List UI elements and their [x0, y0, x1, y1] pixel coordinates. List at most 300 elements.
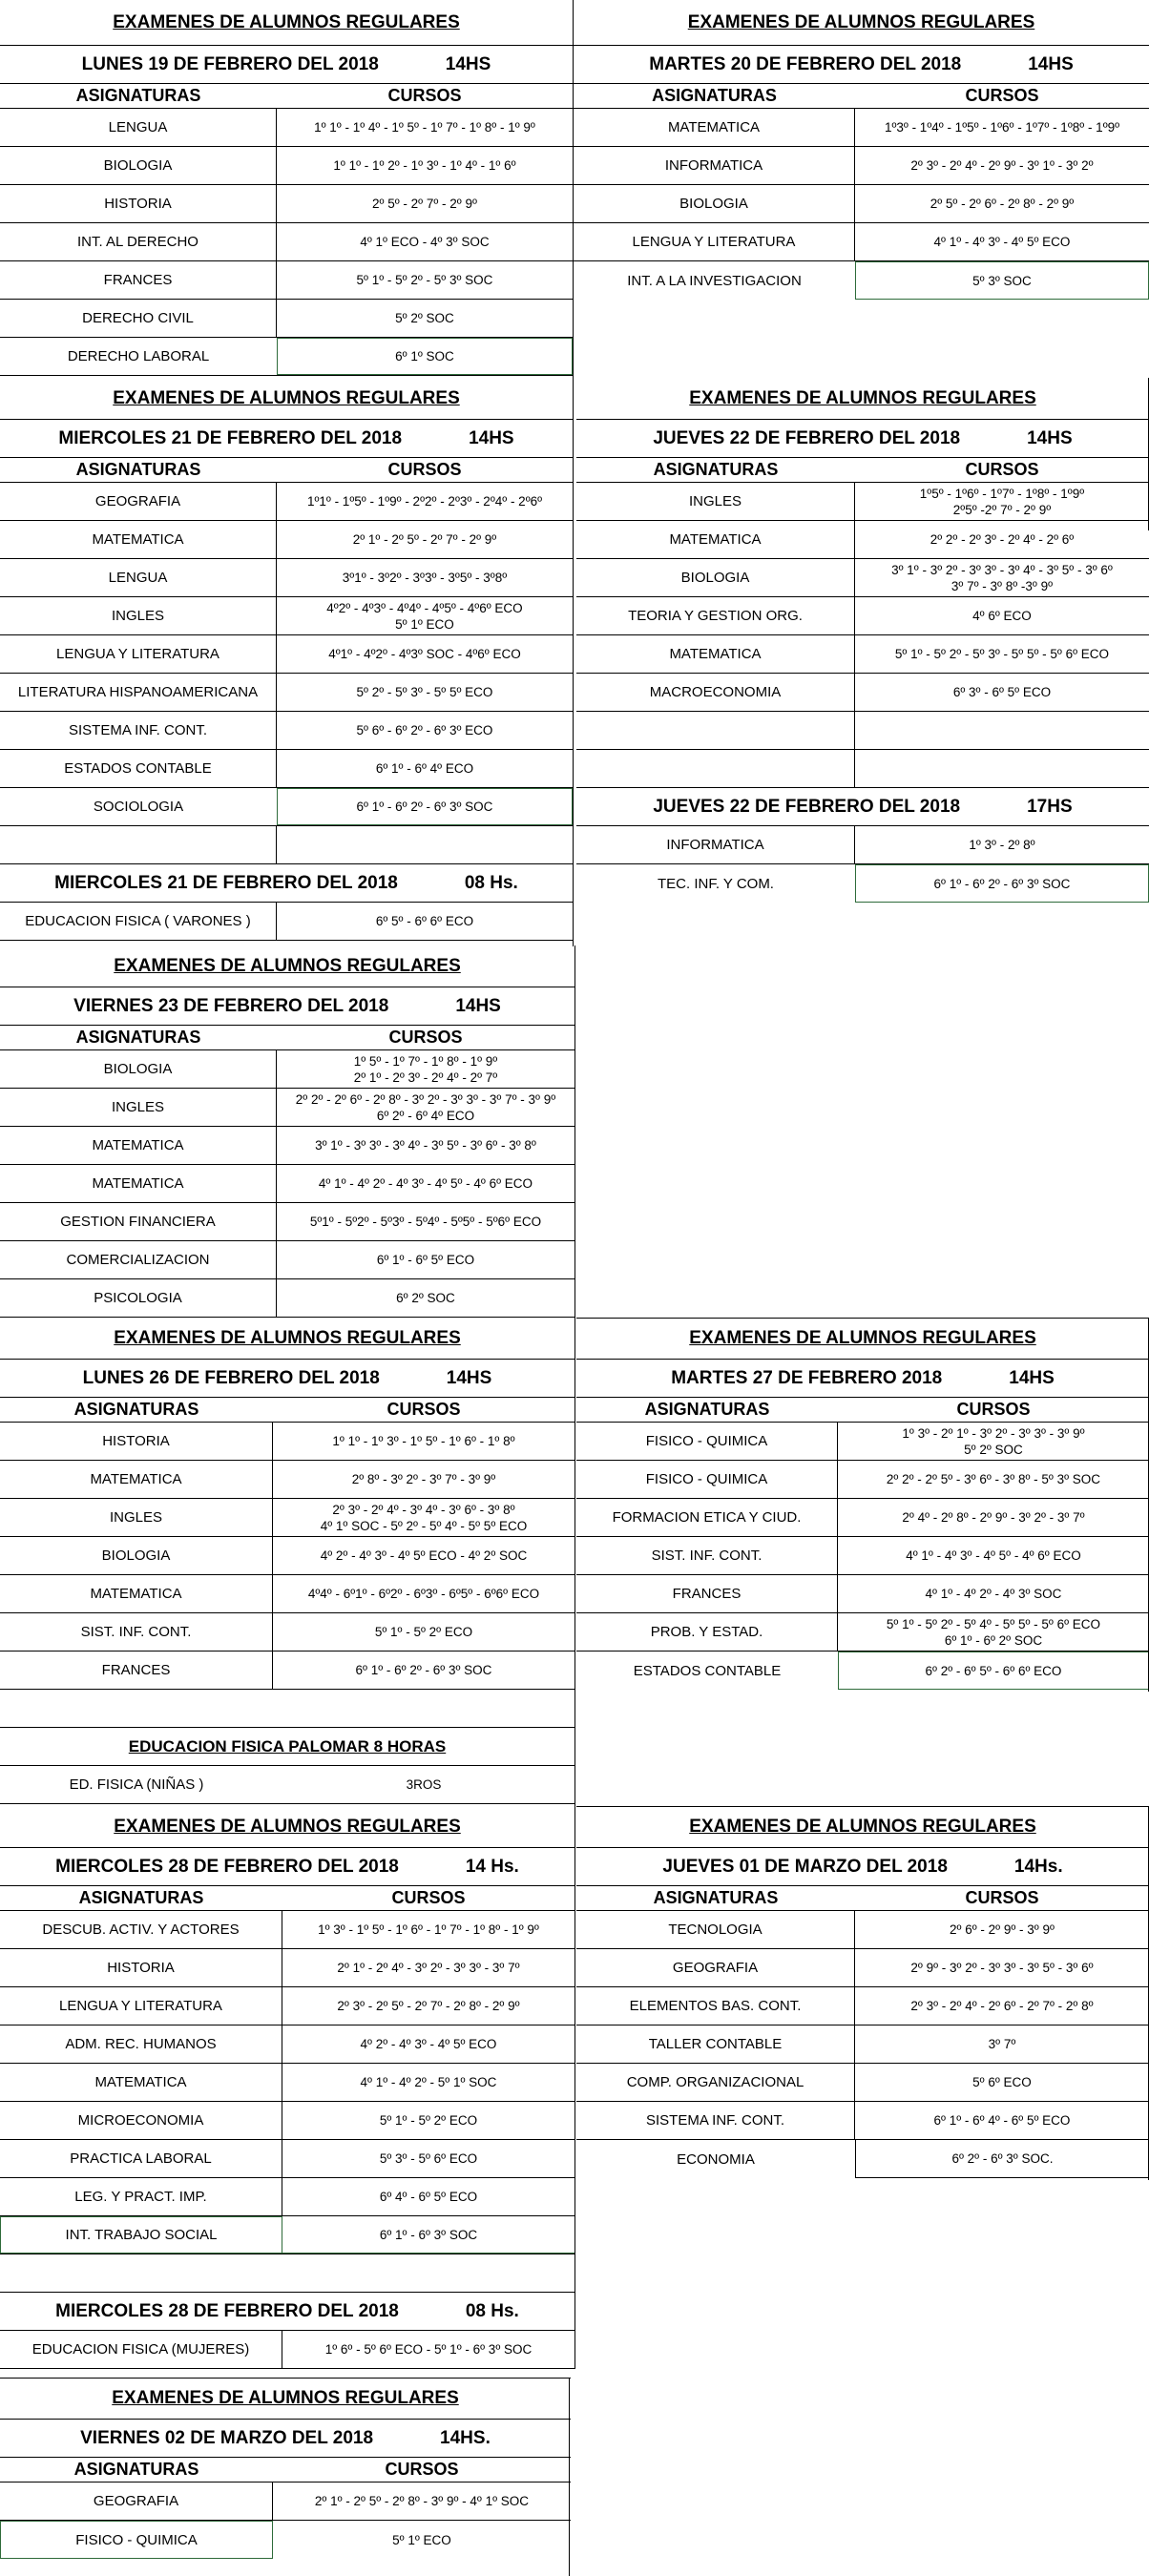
table-row: [576, 635, 1149, 674]
table-row: [0, 2216, 574, 2254]
table-row: [0, 300, 573, 338]
subject-cell: INGLES: [0, 597, 277, 634]
courses-cell: 1º 3º - 2º 1º - 3º 2º - 3º 3º - 3º 9º 5º 2º SOC: [902, 1425, 1085, 1457]
table-row: [0, 261, 573, 300]
date-row: [0, 2420, 571, 2458]
table-row: [0, 674, 573, 712]
subject-cell: DESCUB. ACTIV. Y ACTORES: [0, 1911, 282, 1948]
courses-cell: 1º 1º - 1º 4º - 1º 5º - 1º 7º - 1º 8º - 1º 9º: [314, 120, 535, 135]
courses-cell: 3º 1º - 3º 2º - 3º 3º - 3º 4º - 3º 5º - 3º 6º 3º 7º - 3º 8º -3º 9º: [891, 562, 1113, 593]
table-row: [0, 1537, 574, 1575]
exam-date: MARTES 27 DE FEBRERO 2018: [671, 1367, 943, 1388]
subject-cell: INT. A LA INVESTIGACION: [627, 272, 802, 289]
date-row: [0, 420, 573, 458]
block-header-text: EXAMENES DE ALUMNOS REGULARES: [687, 11, 1035, 32]
courses-cell: 2º 5º - 2º 6º - 2º 8º - 2º 9º: [930, 197, 1075, 211]
subject-cell: ED. FISICA (NIÑAS ): [69, 1776, 204, 1793]
subject-cell: HISTORIA: [0, 1423, 273, 1460]
exam-time: 08 Hs.: [465, 2300, 519, 2321]
table-row: [0, 1127, 574, 1165]
subject-cell: FRANCES: [0, 261, 277, 299]
table-row: [0, 1241, 574, 1279]
courses-cell: 4º 1º - 4º 2º - 4º 3º - 4º 5º - 4º 6º ECO: [318, 1176, 533, 1191]
courses-cell: 4º 2º - 4º 3º - 4º 5º ECO - 4º 2º SOC: [320, 1548, 528, 1563]
empty-row: [0, 826, 573, 864]
exam-block-t1: [0, 0, 573, 378]
subject-cell: MATEMATICA: [0, 1127, 277, 1164]
subject-cell: INT. TRABAJO SOCIAL: [0, 2216, 282, 2254]
table-row: [0, 1613, 574, 1652]
subject-cell: INGLES: [0, 1089, 277, 1126]
courses-cell: 2º 3º - 2º 5º - 2º 7º - 2º 8º - 2º 9º: [337, 1999, 520, 2013]
date-row: [0, 864, 573, 903]
table-row: [0, 1499, 574, 1537]
col-courses-header: CURSOS: [965, 1888, 1039, 1907]
courses-cell: 6º 1º - 6º 2º - 6º 3º SOC: [855, 864, 1149, 903]
block-header-text: EXAMENES DE ALUMNOS REGULARES: [114, 1327, 461, 1348]
date-row: [576, 1360, 1149, 1398]
exam-time: 14HS: [469, 427, 514, 448]
courses-cell: 1º 3º - 1º 5º - 1º 6º - 1º 7º - 1º 8º - 1º 9º: [318, 1922, 539, 1937]
subject-cell: MATEMATICA: [0, 1165, 277, 1202]
column-header-row: [0, 2458, 571, 2483]
block-header-text: EXAMENES DE ALUMNOS REGULARES: [689, 387, 1036, 408]
table-row: [576, 674, 1149, 712]
column-header-row: [576, 1886, 1149, 1911]
subject-cell: ESTADOS CONTABLE: [0, 750, 277, 787]
block-header: [576, 1318, 1149, 1360]
courses-cell: 6º 1º - 6º 2º - 6º 3º SOC: [277, 788, 573, 825]
courses-cell: 2º 6º - 2º 9º - 3º 9º: [950, 1922, 1055, 1937]
block-header: [0, 0, 573, 46]
subject-cell: FRANCES: [0, 1652, 273, 1689]
subject-cell: MATEMATICA: [0, 1575, 273, 1612]
courses-cell: 1º 1º - 1º 3º - 1º 5º - 1º 6º - 1º 8º: [332, 1434, 515, 1448]
col-courses-header: CURSOS: [387, 86, 462, 105]
block-header: [576, 378, 1149, 420]
subject-cell: MICROECONOMIA: [0, 2102, 282, 2139]
courses-cell: 6º 2º - 6º 3º SOC.: [855, 2140, 1149, 2178]
courses-cell: 1º 6º - 5º 6º ECO - 5º 1º - 6º 3º SOC: [324, 2342, 533, 2357]
exam-date: JUEVES 22 DE FEBRERO DEL 2018: [653, 427, 961, 448]
col-subject-header: ASIGNATURAS: [652, 86, 777, 105]
col-courses-header: CURSOS: [391, 1888, 466, 1907]
table-row: [0, 1652, 574, 1690]
subject-cell: LENGUA: [0, 559, 277, 596]
table-row: [0, 788, 573, 826]
col-subject-header: ASIGNATURAS: [644, 1400, 770, 1419]
table-row: [576, 1537, 1149, 1575]
exam-date: VIERNES 02 DE MARZO DEL 2018: [80, 2427, 374, 2448]
table-row: [0, 597, 573, 635]
courses-cell: 2º 4º - 2º 8º - 2º 9º - 3º 2º - 3º 7º: [902, 1510, 1085, 1525]
courses-cell: 2º 2º - 2º 5º - 3º 6º - 3º 8º - 5º 3º SOC: [886, 1472, 1101, 1486]
table-row: [0, 1911, 574, 1949]
courses-cell: 5º 6º - 6º 2º - 6º 3º ECO: [356, 723, 493, 737]
courses-cell: 2º 1º - 2º 5º - 2º 8º - 3º 9º - 4º 1º SOC: [314, 2494, 530, 2508]
table-row: [576, 1911, 1149, 1949]
table-row: [576, 2025, 1149, 2064]
subject-cell: PROB. Y ESTAD.: [576, 1613, 838, 1651]
table-row: [576, 1949, 1149, 1987]
table-row: [576, 521, 1149, 559]
subject-cell: ESTADOS CONTABLE: [633, 1662, 782, 1679]
subject-cell: TALLER CONTABLE: [576, 2025, 855, 2063]
courses-cell: 2º 1º - 2º 4º - 3º 2º - 3º 3º - 3º 7º: [337, 1961, 520, 1975]
subject-cell: DERECHO LABORAL: [67, 348, 210, 364]
subject-cell: LENGUA Y LITERATURA: [574, 223, 855, 260]
exam-date: MIERCOLES 21 DE FEBRERO DEL 2018: [54, 872, 398, 893]
courses-cell: 6º 1º - 6º 4º - 6º 5º ECO: [933, 2113, 1071, 2128]
subject-cell: FRANCES: [576, 1575, 838, 1612]
block-header-text: EXAMENES DE ALUMNOS REGULARES: [114, 955, 461, 976]
subject-cell: MATEMATICA: [576, 521, 855, 558]
subject-cell: FISICO - QUIMICA: [0, 2521, 273, 2559]
courses-cell: 5º 2º - 5º 3º - 5º 5º ECO: [356, 685, 493, 699]
subject-cell: BIOLOGIA: [0, 1537, 273, 1574]
subject-cell: FORMACION ETICA Y CIUD.: [576, 1499, 838, 1536]
table-row: [574, 185, 1149, 223]
table-row: [0, 521, 573, 559]
subject-cell: MATEMATICA: [576, 635, 855, 673]
col-courses-header: CURSOS: [956, 1400, 1031, 1419]
courses-cell: 1º1º - 1º5º - 1º9º - 2º2º - 2º3º - 2º4º - 2º6º: [306, 494, 543, 509]
table-row: [0, 1165, 574, 1203]
column-header-row: [574, 84, 1149, 109]
exam-block-t3: [0, 378, 573, 945]
subject-cell: PSICOLOGIA: [0, 1279, 277, 1317]
courses-cell: 4º1º - 4º2º - 4º3º SOC - 4º6º ECO: [328, 647, 521, 661]
col-courses-header: CURSOS: [388, 1028, 463, 1047]
subject-cell: LEG. Y PRACT. IMP.: [0, 2178, 282, 2215]
courses-cell: 6º 1º - 6º 2º - 6º 3º SOC: [355, 1663, 492, 1677]
courses-cell: 1º 1º - 1º 2º - 1º 3º - 1º 4º - 1º 6º: [333, 158, 516, 173]
section-title-row: [0, 1728, 574, 1766]
table-row: [574, 261, 1149, 300]
subject-cell: ELEMENTOS BAS. CONT.: [576, 1987, 855, 2025]
exam-time: 14HS.: [440, 2427, 491, 2448]
courses-cell: 5º 2º SOC: [395, 311, 454, 325]
table-row: [576, 864, 1149, 903]
courses-cell: 6º 1º - 6º 3º SOC: [282, 2216, 574, 2254]
table-row: [0, 109, 573, 147]
exam-time: 14Hs.: [1013, 1856, 1063, 1877]
subject-cell: EDUCACION FISICA (MUJERES): [0, 2331, 282, 2368]
column-header-row: [0, 1886, 574, 1911]
exam-block-t5: [0, 945, 574, 1318]
table-row: [0, 903, 573, 941]
courses-cell: 6º 1º - 6º 5º ECO: [376, 1253, 475, 1267]
courses-cell: 4º 1º - 4º 3º - 4º 5º ECO: [933, 235, 1071, 249]
table-row: [0, 712, 573, 750]
table-row: [0, 1575, 574, 1613]
subject-cell: INFORMATICA: [576, 826, 855, 863]
table-row: [574, 223, 1149, 261]
exam-block-t6: [0, 1318, 574, 1806]
exam-date: VIERNES 23 DE FEBRERO DEL 2018: [73, 995, 389, 1016]
table-row: [576, 826, 1149, 864]
exam-block-t2: [574, 0, 1149, 303]
subject-cell: MATEMATICA: [0, 2064, 282, 2101]
block-header-text: EXAMENES DE ALUMNOS REGULARES: [113, 11, 460, 32]
courses-cell: 5º 1º - 5º 2º ECO: [374, 1625, 473, 1639]
section-title: EDUCACION FISICA PALOMAR 8 HORAS: [128, 1736, 447, 1755]
exam-time: 14HS: [445, 53, 491, 74]
table-row: [576, 2064, 1149, 2102]
table-row: [0, 2178, 574, 2216]
subject-cell: EDUCACION FISICA ( VARONES ): [0, 903, 277, 940]
exam-block-t8: [0, 1806, 574, 2369]
subject-cell: LENGUA Y LITERATURA: [0, 1987, 282, 2025]
subject-cell: BIOLOGIA: [0, 147, 277, 184]
subject-cell: SISTEMA INF. CONT.: [576, 2102, 855, 2139]
empty-row: [576, 750, 1149, 788]
subject-cell: LITERATURA HISPANOAMERICANA: [0, 674, 277, 711]
subject-cell: TEORIA Y GESTION ORG.: [576, 597, 855, 634]
block-header: [0, 2378, 571, 2420]
table-row: [0, 1203, 574, 1241]
courses-cell: 3º1º - 3º2º - 3º3º - 3º5º - 3º8º: [342, 571, 508, 585]
subject-cell: INGLES: [0, 1499, 273, 1536]
table-row: [0, 185, 573, 223]
courses-cell: 6º 2º - 6º 5º - 6º 6º ECO: [838, 1652, 1149, 1690]
exam-time: 14HS: [1028, 53, 1074, 74]
exam-date: MIERCOLES 28 DE FEBRERO DEL 2018: [55, 2300, 399, 2321]
exam-date: JUEVES 22 DE FEBRERO DEL 2018: [653, 796, 961, 817]
date-row: [0, 1848, 574, 1886]
date-row: [0, 46, 573, 84]
courses-cell: 2º 3º - 2º 4º - 2º 9º - 3º 1º - 3º 2º: [910, 158, 1094, 173]
column-header-row: [0, 458, 573, 483]
table-row: [576, 483, 1149, 521]
exam-block-t9: [576, 1806, 1149, 2188]
column-header-row: [576, 458, 1149, 483]
exam-date: MIERCOLES 28 DE FEBRERO DEL 2018: [55, 1856, 399, 1877]
col-courses-header: CURSOS: [387, 460, 462, 479]
block-header-text: EXAMENES DE ALUMNOS REGULARES: [113, 387, 460, 408]
exam-block-t10: [0, 2378, 571, 2576]
courses-cell: 4º 6º ECO: [972, 609, 1032, 623]
exam-time: 08 Hs.: [464, 872, 518, 893]
date-row: [576, 420, 1149, 458]
subject-cell: SOCIOLOGIA: [93, 799, 184, 815]
subject-cell: SISTEMA INF. CONT.: [0, 712, 277, 749]
exam-time: 14HS: [455, 995, 501, 1016]
courses-cell: 2º 5º - 2º 7º - 2º 9º: [372, 197, 477, 211]
table-row: [0, 1423, 574, 1461]
courses-cell: 6º 5º - 6º 6º ECO: [375, 914, 474, 928]
table-row: [0, 2331, 574, 2369]
table-row: [576, 1461, 1149, 1499]
empty-row: [0, 1690, 574, 1728]
column-header-row: [0, 1398, 574, 1423]
subject-cell: TEC. INF. Y COM.: [658, 875, 774, 892]
courses-cell: 5º 3º SOC: [855, 261, 1149, 300]
block-header: [576, 1806, 1149, 1848]
table-row: [0, 1766, 574, 1804]
subject-cell: HISTORIA: [0, 1949, 282, 1986]
exam-date: MARTES 20 DE FEBRERO DEL 2018: [649, 53, 962, 74]
courses-cell: 6º 1º - 6º 4º ECO: [375, 761, 474, 776]
table-row: [0, 2064, 574, 2102]
table-row: [576, 559, 1149, 597]
block-header: [574, 0, 1149, 46]
courses-cell: 4º4º - 6º1º - 6º2º - 6º3º - 6º5º - 6º6º ECO: [307, 1587, 540, 1601]
date-row: [0, 2293, 574, 2331]
courses-cell: 2º 9º - 3º 2º - 3º 3º - 3º 5º - 3º 6º: [910, 1961, 1094, 1975]
block-header: [0, 378, 573, 420]
courses-cell: 4º 2º - 4º 3º - 4º 5º ECO: [360, 2037, 497, 2051]
courses-cell: 1º3º - 1º4º - 1º5º - 1º6º - 1º7º - 1º8º - 1º9º: [884, 120, 1120, 135]
subject-cell: SIST. INF. CONT.: [576, 1537, 838, 1574]
subject-cell: COMERCIALIZACION: [0, 1241, 277, 1278]
courses-cell: 5º 1º ECO: [392, 2532, 451, 2547]
courses-cell: 2º 3º - 2º 4º - 3º 4º - 3º 6º - 3º 8º 4º 1º SOC - 5º 2º - 5º 4º - 5º 5º ECO: [320, 1502, 528, 1533]
courses-cell: 4º2º - 4º3º - 4º4º - 4º5º - 4º6º ECO 5º 1º ECO: [326, 600, 523, 632]
table-row: [0, 1050, 574, 1089]
col-subject-header: ASIGNATURAS: [78, 1888, 204, 1907]
subject-cell: GEOGRAFIA: [0, 483, 277, 520]
subject-cell: ECONOMIA: [677, 2150, 755, 2168]
table-row: [0, 1279, 574, 1318]
exam-time: 14HS: [446, 1367, 492, 1388]
subject-cell: BIOLOGIA: [574, 185, 855, 222]
exam-date: LUNES 26 DE FEBRERO DEL 2018: [82, 1367, 380, 1388]
exam-block-t7: [576, 1318, 1149, 1692]
courses-cell: 6º 3º - 6º 5º ECO: [952, 685, 1052, 699]
courses-cell: 4º 1º - 4º 2º - 4º 3º SOC: [925, 1587, 1062, 1601]
block-header-text: EXAMENES DE ALUMNOS REGULARES: [689, 1817, 1036, 1837]
subject-cell: MACROECONOMIA: [576, 674, 855, 711]
exam-time: 14HS: [1009, 1367, 1055, 1388]
exam-date: JUEVES 01 DE MARZO DEL 2018: [662, 1856, 948, 1877]
column-header-row: [576, 1398, 1149, 1423]
subject-cell: FISICO - QUIMICA: [576, 1461, 838, 1498]
courses-cell: 2º 2º - 2º 3º - 2º 4º - 2º 6º: [930, 532, 1075, 547]
subject-cell: GEOGRAFIA: [576, 1949, 855, 1986]
table-row: [576, 1613, 1149, 1652]
col-subject-header: ASIGNATURAS: [653, 460, 779, 479]
table-row: [576, 1987, 1149, 2025]
table-row: [0, 2102, 574, 2140]
subject-cell: GESTION FINANCIERA: [0, 1203, 277, 1240]
table-row: [576, 1423, 1149, 1461]
table-row: [576, 2140, 1149, 2178]
subject-cell: FISICO - QUIMICA: [576, 1423, 838, 1460]
subject-cell: GEOGRAFIA: [0, 2483, 273, 2520]
block-header: [0, 1318, 574, 1360]
courses-cell: 3º 7º: [988, 2037, 1016, 2051]
subject-cell: INGLES: [576, 483, 855, 520]
block-header-text: EXAMENES DE ALUMNOS REGULARES: [689, 1328, 1036, 1348]
table-row: [0, 338, 573, 376]
courses-cell: 2º 2º - 2º 6º - 2º 8º - 3º 2º - 3º 3º - 3º 7º - 3º 9º 6º 2º - 6º 4º ECO: [295, 1091, 556, 1123]
exam-block-t4: [576, 378, 1149, 908]
table-row: [576, 2102, 1149, 2140]
column-header-row: [0, 84, 573, 109]
col-courses-header: CURSOS: [386, 1400, 461, 1419]
courses-cell: 6º 4º - 6º 5º ECO: [379, 2190, 478, 2204]
table-row: [0, 2521, 571, 2559]
subject-cell: DERECHO CIVIL: [0, 300, 277, 337]
empty-row: [576, 712, 1149, 750]
col-subject-header: ASIGNATURAS: [73, 2460, 199, 2479]
table-row: [0, 750, 573, 788]
courses-cell: 5º 6º ECO: [972, 2075, 1032, 2089]
table-row: [576, 597, 1149, 635]
col-subject-header: ASIGNATURAS: [73, 1400, 199, 1419]
courses-cell: 4º 1º ECO - 4º 3º SOC: [360, 235, 490, 249]
col-subject-header: ASIGNATURAS: [75, 86, 201, 105]
subject-cell: INT. AL DERECHO: [0, 223, 277, 260]
block-header: [0, 1806, 574, 1848]
courses-cell: 5º 1º - 5º 2º ECO: [379, 2113, 478, 2128]
col-courses-header: CURSOS: [965, 460, 1039, 479]
table-row: [0, 1461, 574, 1499]
courses-cell: 1º 5º - 1º 7º - 1º 8º - 1º 9º 2º 1º - 2º 3º - 2º 4º - 2º 7º: [353, 1053, 498, 1085]
exam-date: MIERCOLES 21 DE FEBRERO DEL 2018: [58, 427, 403, 448]
table-row: [0, 559, 573, 597]
subject-cell: MATEMATICA: [574, 109, 855, 146]
date-row: [576, 1848, 1149, 1886]
col-courses-header: CURSOS: [965, 86, 1039, 105]
courses-cell: 1º5º - 1º6º - 1º7º - 1º8º - 1º9º 2º5º -2º 7º - 2º 9º: [919, 486, 1085, 517]
table-row: [574, 147, 1149, 185]
table-row: [0, 1949, 574, 1987]
table-row: [576, 1652, 1149, 1690]
courses-cell: 5º 1º - 5º 2º - 5º 3º - 5º 5º - 5º 6º ECO: [894, 647, 1110, 661]
table-row: [0, 483, 573, 521]
col-subject-header: ASIGNATURAS: [75, 460, 201, 479]
col-subject-header: ASIGNATURAS: [653, 1888, 779, 1907]
exam-time: 14HS: [1027, 427, 1073, 448]
subject-cell: COMP. ORGANIZACIONAL: [576, 2064, 855, 2101]
table-row: [576, 1499, 1149, 1537]
col-courses-header: CURSOS: [385, 2460, 459, 2479]
courses-cell: 3ROS: [406, 1777, 442, 1792]
empty-row: [0, 2254, 574, 2293]
table-row: [0, 2140, 574, 2178]
subject-cell: LENGUA: [0, 109, 277, 146]
courses-cell: 2º 8º - 3º 2º - 3º 7º - 3º 9º: [351, 1472, 496, 1486]
block-header-text: EXAMENES DE ALUMNOS REGULARES: [114, 1816, 461, 1837]
courses-cell: 5º 1º - 5º 2º - 5º 3º SOC: [356, 273, 493, 287]
courses-cell: 4º 1º - 4º 2º - 5º 1º SOC: [360, 2075, 497, 2089]
column-header-row: [0, 1026, 574, 1050]
subject-cell: BIOLOGIA: [0, 1050, 277, 1088]
subject-cell: MATEMATICA: [0, 521, 277, 558]
courses-cell: 4º 1º - 4º 3º - 4º 5º - 4º 6º ECO: [906, 1548, 1081, 1563]
table-row: [576, 1575, 1149, 1613]
date-row: [576, 788, 1149, 826]
table-row: [0, 635, 573, 674]
exam-time: 17HS: [1027, 796, 1073, 817]
courses-cell: 6º 1º SOC: [277, 338, 573, 375]
courses-cell: 5º 3º - 5º 6º ECO: [379, 2151, 478, 2166]
block-header-text: EXAMENES DE ALUMNOS REGULARES: [112, 2388, 459, 2408]
table-row: [574, 109, 1149, 147]
subject-cell: MATEMATICA: [0, 1461, 273, 1498]
courses-cell: 2º 1º - 2º 5º - 2º 7º - 2º 9º: [352, 532, 497, 547]
exam-date: LUNES 19 DE FEBRERO DEL 2018: [81, 53, 379, 74]
subject-cell: TECNOLOGIA: [576, 1911, 855, 1948]
courses-cell: 5º 1º - 5º 2º - 5º 4º - 5º 5º - 5º 6º ECO 6º 1º - 6º 2º SOC: [886, 1616, 1101, 1648]
subject-cell: BIOLOGIA: [576, 559, 855, 596]
col-subject-header: ASIGNATURAS: [75, 1028, 201, 1047]
subject-cell: PRACTICA LABORAL: [0, 2140, 282, 2177]
courses-cell: 2º 3º - 2º 4º - 2º 6º - 2º 7º - 2º 8º: [910, 1999, 1094, 2013]
exam-time: 14 Hs.: [465, 1856, 519, 1877]
